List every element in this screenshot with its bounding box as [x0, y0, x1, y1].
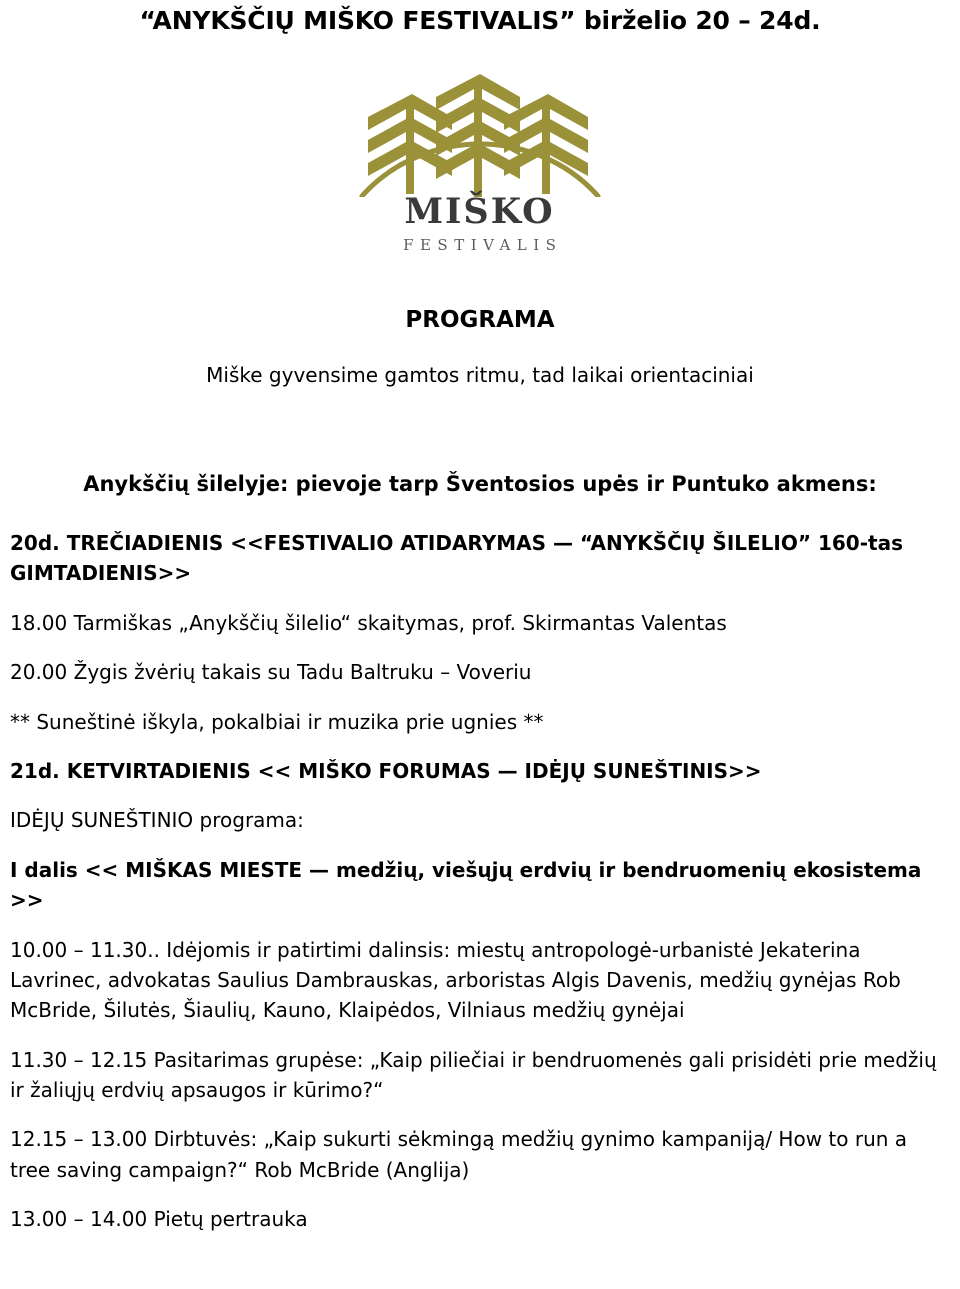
tagline-text: Miške gyvensime gamtos ritmu, tad laikai orientaciniai: [206, 363, 754, 387]
schedule-item-event-1215: 12.15 – 13.00 Dirbtuvės: „Kaip sukurti sėkmingą medžių gynimo kampaniją/ How to run a tree saving campaign?“ Rob McBride (Anglija): [10, 1127, 908, 1182]
programa-heading: PROGRAMA: [405, 307, 555, 333]
page-title: “ANYKŠČIŲ MIŠKO FESTIVALIS” birželio 20 – 24d.: [139, 6, 821, 35]
schedule-item-event-2000: 20.00 Žygis žvėrių takais su Tadu Baltruku – Voveriu: [10, 660, 532, 685]
schedule-item-event-1000: 10.00 – 11.30.. Idėjomis ir patirtimi dalinsis: miestų antropologė-urbanistė Jekaterina Lavrinec, advokatas Saulius Dambrauskas, arboristas Algis Davenis, medžių gynėjas Rob McBride, Šilutės, Šiaulių, Kauno, Klaipėdos, Vilniaus medžių gynėjai: [10, 937, 901, 1023]
schedule-item-event-1800: 18.00 Tarmiškas „Anykščių šilelio“ skaitymas, prof. Skirmantas Valentas: [10, 610, 727, 635]
schedule-item-event-1130: 11.30 – 12.15 Pasitarimas grupėse: „Kaip piliečiai ir bendruomenės gali prisidėti prie medžių ir žaliųjų erdvių apsaugos ir kūrimo?“: [10, 1047, 937, 1103]
schedule-item-part-1: I dalis << MIŠKAS MIESTE — medžių, viešųjų erdvių ir bendruomenių ekosistema >>: [10, 857, 922, 913]
schedule-list: [10, 528, 938, 1254]
schedule-item-forum-program-label: IDĖJŲ SUNEŠTINIO programa:: [10, 808, 304, 833]
schedule-item-day-20: 20d. TREČIADIENIS <<FESTIVALIO ATIDARYMAS — “ANYKŠČIŲ ŠILELIO” 160-tas GIMTADIENIS>>: [10, 531, 903, 586]
festival-logo: [352, 72, 607, 272]
schedule-item-event-1300: 13.00 – 14.00 Pietų pertrauka: [10, 1207, 308, 1232]
schedule-item-note-campfire: ** Suneštinė iškyla, pokalbiai ir muzika prie ugnies **: [10, 709, 544, 734]
logo-wordmark: MIŠKO: [404, 191, 555, 232]
logo-subtitle: FESTIVALIS: [403, 236, 563, 254]
schedule-item-day-21: 21d. KETVIRTADIENIS << MIŠKO FORUMAS — IDĖJŲ SUNEŠTINIS>>: [10, 758, 762, 783]
three-pine-trees-icon: [352, 72, 607, 197]
venue-heading: Anykščių šilelyje: pievoje tarp Šventosios upės ir Puntuko akmens:: [83, 472, 877, 496]
